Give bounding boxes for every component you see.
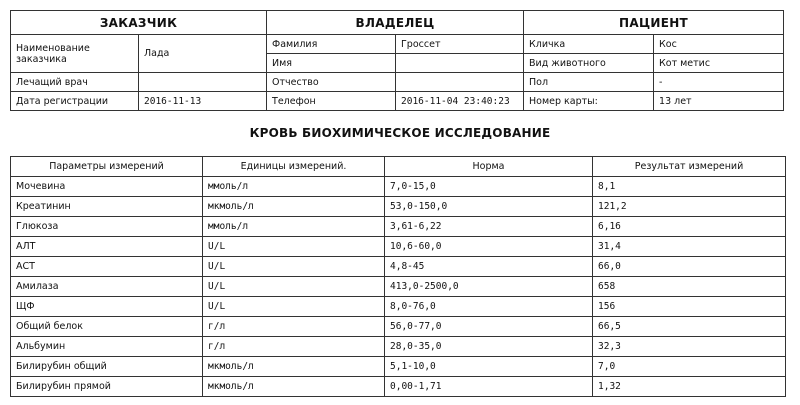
header-row <box>11 11 784 35</box>
patient-sex-value: - <box>654 73 784 92</box>
row-unit: U/L <box>203 277 385 297</box>
row-norm: 28,0-35,0 <box>385 337 593 357</box>
owner-surname-label: Фамилия <box>267 35 396 54</box>
row-unit: мкмоль/л <box>203 377 385 397</box>
row-norm: 7,0-15,0 <box>385 177 593 197</box>
row-norm: 56,0-77,0 <box>385 317 593 337</box>
patient-sex-label: Пол <box>524 73 654 92</box>
row-norm: 5,1-10,0 <box>385 357 593 377</box>
row-unit: U/L <box>203 237 385 257</box>
row-result: 32,3 <box>593 337 786 357</box>
row-unit: мкмоль/л <box>203 357 385 377</box>
table-row <box>11 337 786 357</box>
owner-phone-value: 2016-11-04 23:40:23 <box>396 92 524 111</box>
row-unit: г/л <box>203 337 385 357</box>
customer-header: ЗАКАЗЧИК <box>11 11 267 35</box>
biochem-table <box>10 156 786 397</box>
customer-name-label: Наименование заказчика <box>11 35 139 73</box>
row-norm: 10,6-60,0 <box>385 237 593 257</box>
table-row <box>11 197 786 217</box>
owner-patronymic-value <box>396 73 524 92</box>
header-info-table <box>10 10 784 111</box>
biochem-header-row <box>11 157 786 177</box>
column-header-units: Единицы измерений. <box>203 157 385 177</box>
row-parameter: Альбумин <box>11 337 203 357</box>
table-row <box>11 377 786 397</box>
row-parameter: Билирубин общий <box>11 357 203 377</box>
row-parameter: Амилаза <box>11 277 203 297</box>
patient-species-value: Кот метис <box>654 54 784 73</box>
owner-header: ВЛАДЕЛЕЦ <box>267 11 524 35</box>
table-row <box>11 357 786 377</box>
customer-reg-date-value: 2016-11-13 <box>139 92 267 111</box>
row-parameter: Мочевина <box>11 177 203 197</box>
row-parameter: Креатинин <box>11 197 203 217</box>
row-parameter: Глюкоза <box>11 217 203 237</box>
row-norm: 4,8-45 <box>385 257 593 277</box>
row-parameter: АСТ <box>11 257 203 277</box>
table-row <box>11 237 786 257</box>
customer-doctor-label: Лечащий врач <box>11 73 139 92</box>
info-row-4 <box>11 92 784 111</box>
info-row-1 <box>11 35 784 54</box>
owner-phone-label: Телефон <box>267 92 396 111</box>
owner-surname-value: Гроссет <box>396 35 524 54</box>
row-parameter: ЩФ <box>11 297 203 317</box>
patient-nickname-label: Кличка <box>524 35 654 54</box>
column-header-norm: Норма <box>385 157 593 177</box>
customer-doctor-value <box>139 73 267 92</box>
patient-header: ПАЦИЕНТ <box>524 11 784 35</box>
table-row <box>11 217 786 237</box>
row-norm: 8,0-76,0 <box>385 297 593 317</box>
row-unit: U/L <box>203 297 385 317</box>
table-row <box>11 177 786 197</box>
table-row <box>11 277 786 297</box>
row-unit: ммоль/л <box>203 217 385 237</box>
row-unit: U/L <box>203 257 385 277</box>
row-unit: мкмоль/л <box>203 197 385 217</box>
row-result: 31,4 <box>593 237 786 257</box>
row-parameter: АЛТ <box>11 237 203 257</box>
row-result: 7,0 <box>593 357 786 377</box>
patient-card-label: Номер карты: <box>524 92 654 111</box>
customer-name-value: Лада <box>139 35 267 73</box>
table-row <box>11 297 786 317</box>
row-norm: 413,0-2500,0 <box>385 277 593 297</box>
owner-first-name-label: Имя <box>267 54 396 73</box>
section-title: КРОВЬ БИОХИМИЧЕСКОЕ ИССЛЕДОВАНИЕ <box>249 126 551 140</box>
column-header-result: Результат измерений <box>593 157 786 177</box>
row-result: 156 <box>593 297 786 317</box>
row-unit: г/л <box>203 317 385 337</box>
owner-first-name-value <box>396 54 524 73</box>
row-parameter: Билирубин прямой <box>11 377 203 397</box>
row-result: 66,5 <box>593 317 786 337</box>
table-row <box>11 317 786 337</box>
row-unit: ммоль/л <box>203 177 385 197</box>
row-parameter: Общий белок <box>11 317 203 337</box>
patient-species-label: Вид животного <box>524 54 654 73</box>
row-result: 66,0 <box>593 257 786 277</box>
row-norm: 53,0-150,0 <box>385 197 593 217</box>
patient-nickname-value: Кос <box>654 35 784 54</box>
row-norm: 0,00-1,71 <box>385 377 593 397</box>
row-result: 6,16 <box>593 217 786 237</box>
row-result: 8,1 <box>593 177 786 197</box>
row-result: 1,32 <box>593 377 786 397</box>
patient-card-value: 13 лет <box>654 92 784 111</box>
column-header-parameter: Параметры измерений <box>11 157 203 177</box>
info-row-3 <box>11 73 784 92</box>
table-row <box>11 257 786 277</box>
row-norm: 3,61-6,22 <box>385 217 593 237</box>
row-result: 121,2 <box>593 197 786 217</box>
customer-reg-date-label: Дата регистрации <box>11 92 139 111</box>
row-result: 658 <box>593 277 786 297</box>
owner-patronymic-label: Отчество <box>267 73 396 92</box>
